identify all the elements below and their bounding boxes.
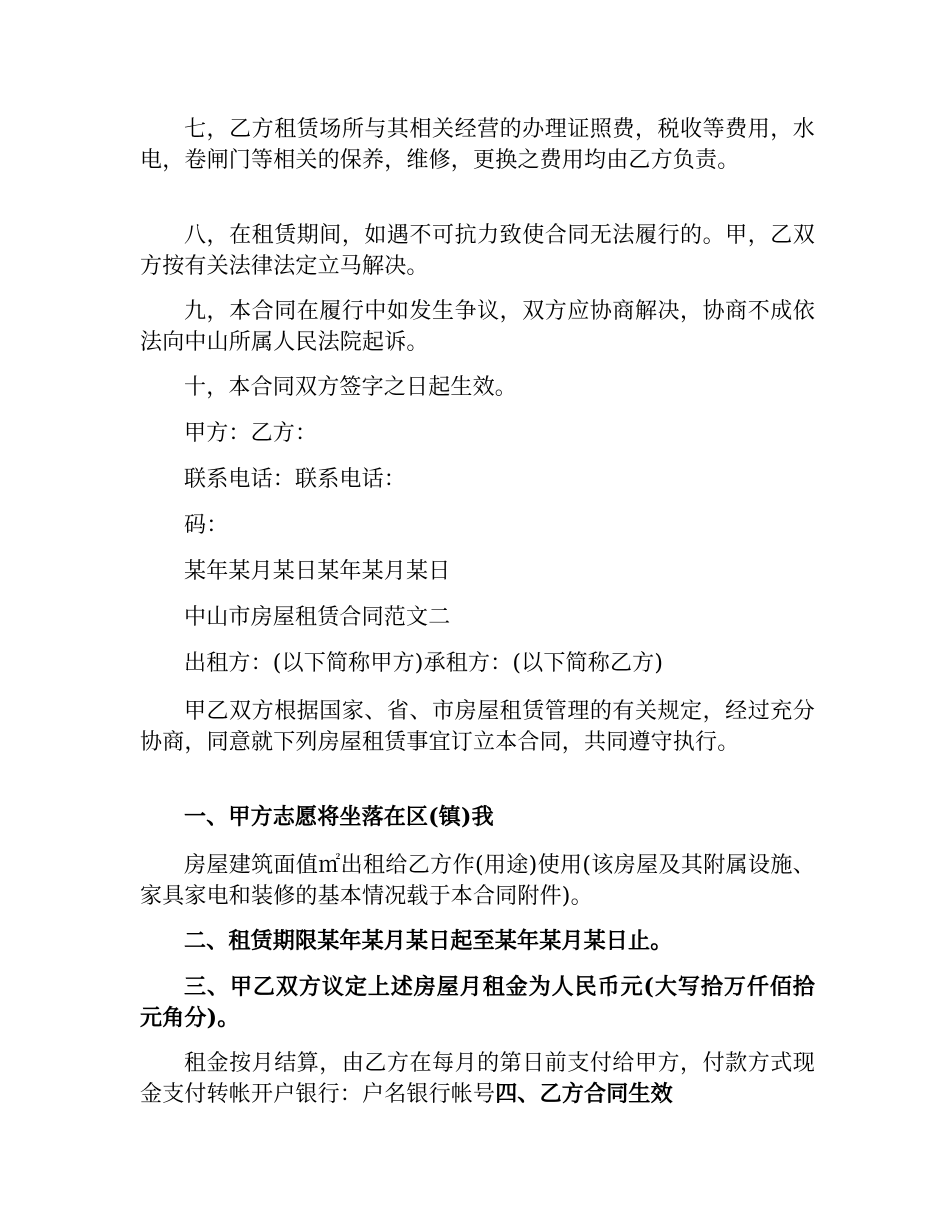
lessor-lessee-line: 出租方：(以下简称甲方)承租方：(以下简称乙方) bbox=[184, 651, 664, 676]
section-two-heading: 二、租赁期限某年某月某日起至某年某月某日止。 bbox=[184, 928, 673, 954]
clause-ten: 十，本合同双方签字之日起生效。 bbox=[184, 375, 518, 400]
clause-nine: 九，本合同在履行中如发生争议，双方应协商解决，协商不成依法向中山所属人民法院起诉。 bbox=[140, 299, 815, 355]
contract-title-two: 中山市房屋租赁合同范文二 bbox=[184, 605, 451, 630]
intro-paragraph: 甲乙双方根据国家、省、市房屋租赁管理的有关规定，经过充分协商，同意就下列房屋租赁事宜订立本合同，共同遵守执行。 bbox=[140, 699, 815, 755]
payment-terms-text: 租金按月结算，由乙方在每月的第日前支付给甲方，付款方式现金支付转帐开户银行：户名银行帐号 bbox=[140, 1051, 815, 1107]
date-line: 某年某月某日某年某月某日 bbox=[184, 559, 451, 584]
contact-phones: 联系电话：联系电话： bbox=[184, 467, 407, 492]
section-three-heading: 三、甲乙双方议定上述房屋月租金为人民币元(大写拾万仟佰拾元角分)。 bbox=[140, 974, 815, 1031]
section-three-body bbox=[140, 1048, 815, 1110]
clause-eight: 八，在租赁期间，如遇不可抗力致使合同无法履行的。甲，乙双方按有关法律法定立马解决。 bbox=[140, 223, 815, 279]
code-line: 码： bbox=[184, 513, 229, 538]
section-one-body: 房屋建筑面值㎡出租给乙方作(用途)使用(该房屋及其附属设施、家具家电和装修的基本情况载于本合同附件)。 bbox=[140, 853, 815, 909]
section-one-heading: 一、甲方志愿将坐落在区(镇)我 bbox=[184, 804, 494, 830]
section-four-heading-start: 四、乙方合同生效 bbox=[495, 1081, 673, 1107]
signature-parties: 甲方：乙方： bbox=[184, 421, 318, 446]
clause-seven: 七，乙方租赁场所与其相关经营的办理证照费，税收等费用，水电，卷闸门等相关的保养，维修，更换之费用均由乙方负责。 bbox=[140, 117, 815, 173]
